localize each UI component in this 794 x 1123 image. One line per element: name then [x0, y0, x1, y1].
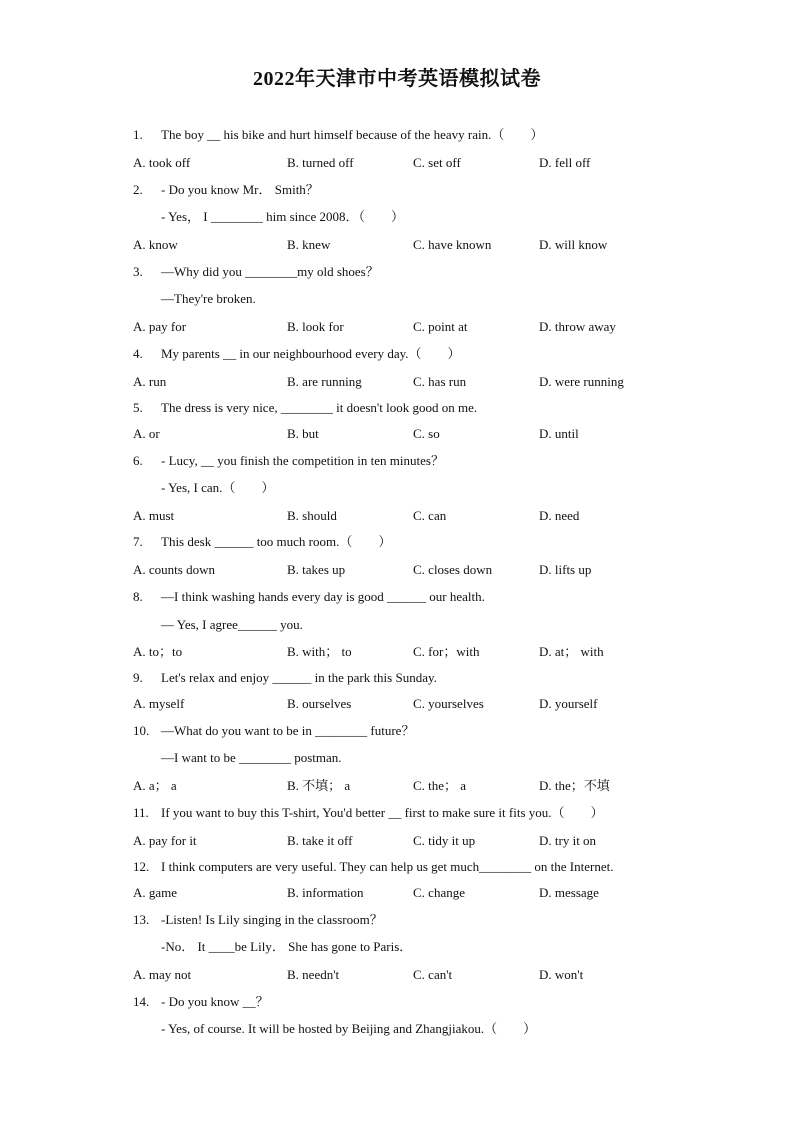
answer-option-b[interactable]: B. with； to — [287, 644, 352, 659]
question-number: 12. — [133, 859, 150, 874]
question-stem-line: - Do you know __？ — [161, 994, 269, 1009]
answer-option-a[interactable]: A. took off — [133, 155, 191, 170]
answer-option-b[interactable]: B. turned off — [287, 155, 354, 170]
question-number: 13. — [133, 912, 150, 927]
question-number: 7. — [133, 534, 143, 549]
answer-option-a[interactable]: A. run — [133, 374, 167, 389]
answer-option-b[interactable]: B. knew — [287, 237, 331, 252]
question-stem-line: I think computers are very useful. They can help us get much________ on the Internet. — [161, 859, 614, 874]
answer-option-c[interactable]: C. has run — [413, 374, 467, 389]
answer-option-d[interactable]: D. were running — [539, 374, 624, 389]
question-number: 2. — [133, 182, 143, 197]
answer-option-c[interactable]: C. yourselves — [413, 696, 484, 711]
answer-option-c[interactable]: C. can't — [413, 967, 453, 982]
answer-option-d[interactable]: D. need — [539, 508, 580, 523]
question-stem-line: The dress is very nice, ________ it doesn't look good on me. — [161, 400, 478, 415]
answer-option-a[interactable]: A. to；to — [133, 644, 183, 659]
answer-option-b[interactable]: B. but — [287, 426, 319, 441]
answer-option-a[interactable]: A. counts down — [133, 562, 215, 577]
question-stem-line: - Yes, I can.（ ） — [161, 480, 275, 495]
question-stem-line: My parents __ in our neighbourhood every day.（ ） — [161, 346, 461, 361]
answer-option-c[interactable]: C. can — [413, 508, 447, 523]
question-stem-line: —I want to be ________ postman. — [161, 750, 342, 765]
question-stem-line: -Listen! Is Lily singing in the classroom？ — [161, 912, 383, 927]
answer-option-d[interactable]: D. try it on — [539, 833, 597, 848]
question-number: 6. — [133, 453, 143, 468]
answer-option-a[interactable]: A. a； a — [133, 778, 177, 793]
answer-option-a[interactable]: A. or — [133, 426, 160, 441]
answer-option-a[interactable]: A. myself — [133, 696, 185, 711]
answer-option-a[interactable]: A. know — [133, 237, 178, 252]
answer-option-d[interactable]: D. won't — [539, 967, 584, 982]
question-number: 8. — [133, 589, 143, 604]
answer-option-a[interactable]: A. may not — [133, 967, 192, 982]
question-number: 4. — [133, 346, 143, 361]
question-stem-line: The boy __ his bike and hurt himself because of the heavy rain.（ ） — [161, 127, 544, 142]
question-number: 1. — [133, 127, 143, 142]
question-stem-line: - Lucy, __ you finish the competition in ten minutes？ — [161, 453, 444, 468]
answer-option-b[interactable]: B. look for — [287, 319, 344, 334]
question-number: 5. — [133, 400, 143, 415]
question-number: 3. — [133, 264, 143, 279]
answer-option-d[interactable]: D. yourself — [539, 696, 598, 711]
answer-option-b[interactable]: B. 不填； a — [287, 778, 351, 793]
answer-option-a[interactable]: A. pay for it — [133, 833, 197, 848]
answer-option-d[interactable]: D. lifts up — [539, 562, 592, 577]
answer-option-a[interactable]: A. pay for — [133, 319, 187, 334]
question-stem-line: —I think washing hands every day is good ______ our health. — [161, 589, 485, 604]
answer-option-b[interactable]: B. should — [287, 508, 337, 523]
answer-option-d[interactable]: D. until — [539, 426, 579, 441]
answer-option-d[interactable]: D. throw away — [539, 319, 616, 334]
answer-option-b[interactable]: B. needn't — [287, 967, 340, 982]
answer-option-a[interactable]: A. must — [133, 508, 175, 523]
page-title: 2022年天津市中考英语模拟试卷 — [253, 68, 541, 90]
answer-option-b[interactable]: B. takes up — [287, 562, 346, 577]
question-stem-line: - Do you know Mr． Smith？ — [161, 182, 319, 197]
question-stem-line: —Why did you ________my old shoes？ — [161, 264, 379, 279]
question-number: 14. — [133, 994, 150, 1009]
answer-option-c[interactable]: C. change — [413, 885, 465, 900]
answer-option-b[interactable]: B. are running — [287, 374, 362, 389]
answer-option-c[interactable]: C. so — [413, 426, 440, 441]
question-stem-line: This desk ______ too much room.（ ） — [161, 534, 392, 549]
answer-option-b[interactable]: B. ourselves — [287, 696, 352, 711]
answer-option-d[interactable]: D. at； with — [539, 644, 604, 659]
answer-option-c[interactable]: C. tidy it up — [413, 833, 476, 848]
question-stem-line: - Yes， I ________ him since 2008．（ ） — [161, 209, 405, 224]
answer-option-c[interactable]: C. closes down — [413, 562, 493, 577]
answer-option-b[interactable]: B. information — [287, 885, 364, 900]
question-stem-line: — Yes, I agree______ you. — [161, 617, 303, 632]
question-stem-line: - Yes, of course. It will be hosted by Beijing and Zhangjiakou.（ ） — [161, 1021, 537, 1036]
question-stem-line: -No． It ____be Lily． She has gone to Paris． — [161, 939, 413, 954]
question-stem-line: —What do you want to be in ________ future？ — [161, 723, 415, 738]
answer-option-c[interactable]: C. for；with — [413, 644, 480, 659]
answer-option-d[interactable]: D. message — [539, 885, 599, 900]
question-number: 9. — [133, 670, 143, 685]
answer-option-c[interactable]: C. set off — [413, 155, 461, 170]
question-stem-line: If you want to buy this T-shirt, You'd better __ first to make sure it fits you.（ ） — [161, 805, 604, 820]
answer-option-d[interactable]: D. will know — [539, 237, 608, 252]
question-number: 11. — [133, 805, 149, 820]
question-number: 10. — [133, 723, 150, 738]
answer-option-c[interactable]: C. the； a — [413, 778, 467, 793]
answer-option-d[interactable]: D. the；不填 — [539, 778, 610, 793]
question-stem-line: —They're broken. — [161, 291, 256, 306]
answer-option-c[interactable]: C. have known — [413, 237, 492, 252]
answer-option-c[interactable]: C. point at — [413, 319, 468, 334]
question-stem-line: Let's relax and enjoy ______ in the park this Sunday. — [161, 670, 437, 685]
answer-option-d[interactable]: D. fell off — [539, 155, 591, 170]
answer-option-a[interactable]: A. game — [133, 885, 178, 900]
answer-option-b[interactable]: B. take it off — [287, 833, 353, 848]
